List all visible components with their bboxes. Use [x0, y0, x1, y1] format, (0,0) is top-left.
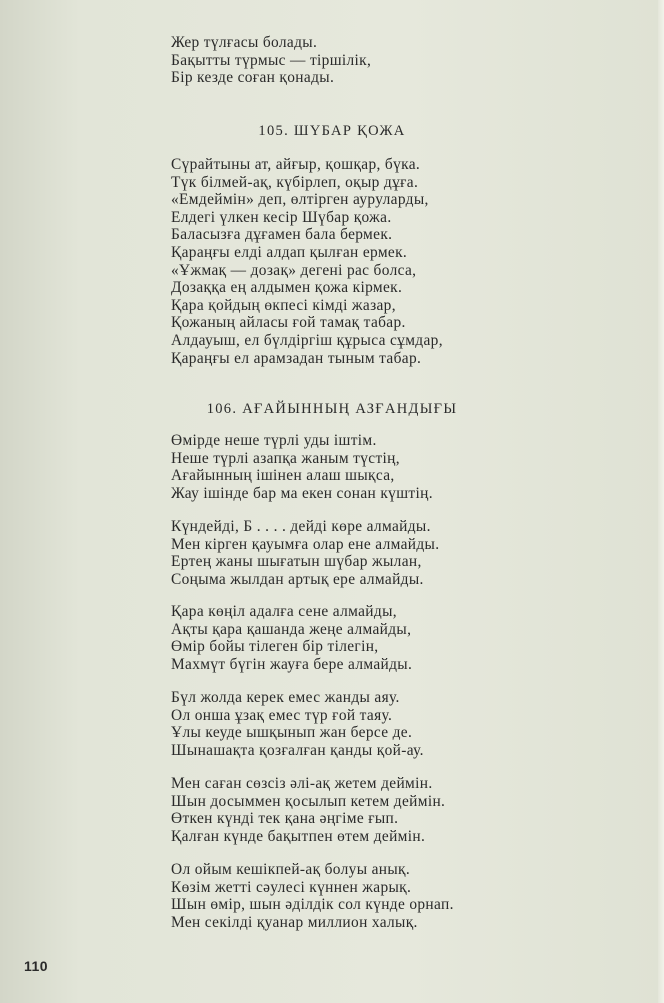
poem-106-stanza-1: [171, 432, 433, 502]
poem-line: Ол онша ұзақ емес түр ғой таяу.: [171, 706, 393, 724]
poem-line: Өмірде неше түрлі уды іштім.: [171, 432, 377, 449]
poem-line: Қара қойдың өкпесі кімді жазар,: [171, 296, 396, 314]
poem-line: Бүл жолда керек емес жанды аяу.: [171, 689, 400, 706]
poem-line: Мен саған сөзсіз әлі-ақ жетем деймін.: [171, 775, 433, 792]
poem-106-stanza-5: [171, 775, 445, 845]
poem-line: Бақытты түрмыс — тіршілік,: [171, 51, 372, 69]
poem-105-body: [171, 156, 443, 367]
poem-line: Көзім жетті сәулесі күннен жарық.: [171, 878, 412, 896]
page-edge: [658, 0, 664, 1003]
poem-line: «Ұжмақ — дозақ» дегені рас болса,: [171, 261, 417, 279]
poem-line: Ақты қара қашанда жеңе алмайды,: [171, 620, 412, 638]
poem-line: Шын досыммен қосылып кетем деймін.: [171, 792, 446, 810]
poem-line: Шынашақта қозғалған қанды қой-ау.: [171, 741, 424, 759]
poem-106-stanza-2: [171, 518, 439, 588]
poem-line: Қара көңіл адалға сене алмайды,: [171, 603, 397, 620]
poem-line: Махмүт бүгін жауға бере алмайды.: [171, 655, 413, 673]
poem-106-stanza-6: [171, 861, 454, 931]
poem-line: Ертең жаны шығатын шүбар жылан,: [171, 553, 422, 571]
poem-line: Мен кірген қауымға олар ене алмайды.: [171, 535, 440, 553]
poem-line: Ағайынның ішінен алаш шықса,: [171, 467, 395, 485]
poem-106-title: 106. АҒАЙЫННЫҢ АЗҒАНДЫҒЫ: [206, 401, 458, 417]
poem-line: Бір кезде соған қонады.: [171, 69, 335, 87]
poem-line: Мен секілді қуанар миллион халық.: [171, 913, 418, 931]
poem-line: Түк білмей-ақ, күбірлеп, оқыр дұға.: [171, 173, 419, 191]
previous-poem-ending: [171, 34, 371, 87]
poem-106-stanza-4: [171, 689, 424, 759]
poem-line: Неше түрлі азапқа жаным түстің,: [171, 449, 400, 467]
poem-line: Қараңғы ел арамзадан тыным табар.: [171, 349, 422, 367]
poem-line: «Емдеймін» деп, өлтірген ауруларды,: [171, 191, 429, 209]
poem-line: Елдегі үлкен кесір Шүбар қожа.: [171, 208, 392, 226]
poem-line: Шын өмір, шын әділдік сол күнде орнап.: [171, 896, 454, 914]
poem-line: Ұлы кеуде ышқынып жан берсе де.: [171, 724, 413, 742]
poem-line: Күндейді, Б . . . . дейді көре алмайды.: [171, 518, 431, 535]
poem-line: Жау ішінде бар ма екен сонан күштің.: [171, 484, 433, 502]
poem-106-stanza-3: [171, 603, 412, 673]
poem-line: Баласызға дұғамен бала бермек.: [171, 226, 393, 244]
poem-line: Қараңғы елді алдап қылған ермек.: [171, 243, 408, 261]
poem-line: Сүрайтыны ат, айғыр, қошқар, бүка.: [171, 156, 421, 173]
poem-line: Қалған күнде бақытпен өтем деймін.: [171, 827, 426, 845]
poem-line: Өмір бойы тілеген бір тілегін,: [171, 638, 379, 656]
poem-105-title: 105. ШҮБАР ҚОЖА: [258, 123, 406, 139]
poem-line: Соңыма жылдан артық ере алмайды.: [171, 570, 424, 588]
poem-line: Жер түлғасы болады.: [171, 34, 318, 51]
page-number: 110: [24, 958, 49, 974]
poem-line: Қожаның айласы ғой тамақ табар.: [171, 314, 406, 332]
poem-line: Дозаққа ең алдымен қожа кірмек.: [171, 279, 403, 297]
poem-line: Ол ойым кешікпей-ақ болуы анық.: [171, 861, 411, 878]
poem-line: Өткен күнді тек қана әңгіме ғып.: [171, 810, 399, 828]
poem-line: Алдауыш, ел бүлдіргіш құрыса сұмдар,: [171, 331, 443, 349]
